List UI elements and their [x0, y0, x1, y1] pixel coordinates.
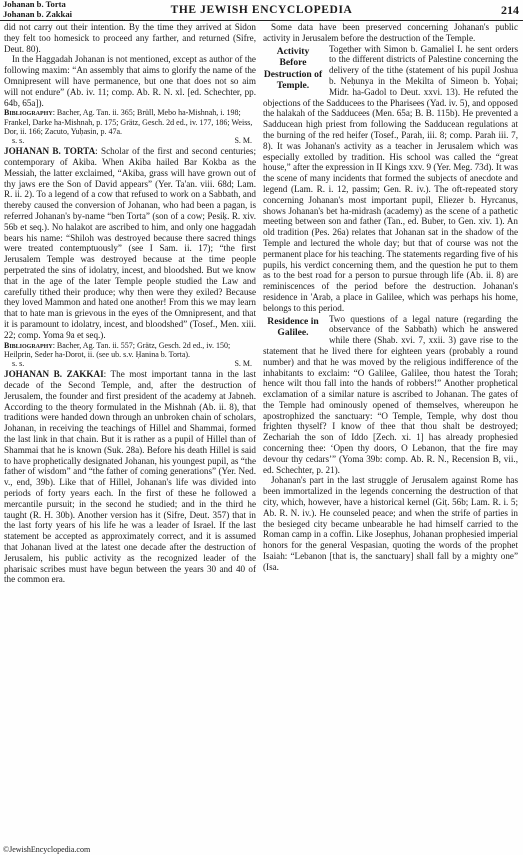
paragraph: did not carry out their intention. By the time they arrived at Sidon they felt too homesick to proceed any farther, and returned (Sifre, Deut. 80).	[4, 22, 256, 54]
signature-author: S. M.	[234, 136, 252, 146]
bibliography-text: : Bacher, Ag. Tan. ii. 557; Grätz, Gesch. 2d ed., iv. 150; Heilprin, Seder ha-Dorot, ii. (see ub. s.v. Ḥanina b. Torta).	[4, 340, 231, 359]
signature-code: s. s.	[12, 359, 25, 369]
bibliography	[4, 341, 256, 360]
article-text: : The most important tanna in the last decade of the Second Temple, and, after the destruction of Jerusalem, the founder and first president of the academy at Jabneh. According to the theory formulated in the Mishnah (Ab. ii. 8), that traditions were handed down through an unbroken chain of scholars, Johanan, in receiving the teachings of Hillel and Shammai, formed the last link in that chain. But it is rather as a pupil of Hillel than of Shammai that he is known (Suk. 28a). Before his death Hillel is said to have prophetically designated Johanan, his youngest pupil, as “the father of wisdom” and “the father of coming generations” (Yer. Ned. v., end, 39b). Like that of Hillel, Johanan's life was divided into periods of forty years each. In the first of these he followed a mercantile pursuit; in the second he studied; and in the third he taught (R. H. 30b). Another version has it (Sifre, Deut. 357) that in the last forty years of his life he was a leader of Israel. If the last statement be accepted as approximately correct, and it is assumed that Johanan lived at the latest one decade after the destruction of Jerusalem, his public activity as the recognized leader of the pharisaic scribes must have begun between the years 30 and 40 of the common era.	[4, 369, 256, 585]
paragraph: Some data have been preserved concerning Johanan's public activity in Jerusalem before the destruction of the Temple.	[263, 22, 518, 43]
sidenote-activity: Activity Before Destruction of Temple.	[263, 45, 323, 92]
article-johanan-b-zakkai	[4, 369, 256, 585]
page-number: 214	[501, 3, 519, 17]
paragraph: Two questions of a legal nature (regarding the observance of the Sabbath) which he answered while there (Shab. xvi. 7, xxii. 3) gave rise to the statement that he lived there for eighteen years (probably a round number) and that he was moved by the religious indifference of the inhabitants to exclaim: “O Galilee, Galilee, thou hatest the Torah; hence wilt thou fall into the hands of robbers!” Another prophetical exclamation of a similar nature is ascribed to Johanan. The gates of the Temple had ominously opened of themselves, whereupon he apostrophized the sanctuary: “O Temple, Temple, why dost thou frighten thyself? I know of thee that thou shalt be destroyed; Zechariah the son of Iddo [Zech. xi. 1] has already prophesied concerning thee: ‘Open thy doors, O Lebanon, that the fire may devour thy cedars’” (Yoma 39b: comp. Ab. R. N., Recension B, vii., ed. Schechter, p. 21).	[263, 313, 518, 475]
page-header	[0, 0, 523, 21]
article-johanan-b-torta	[4, 146, 256, 340]
article-title: JOHANAN B. ZAKKAI	[4, 369, 104, 380]
bibliography-text: : Bacher, Ag. Tan. ii. 365; Brüll, Mebo ha-Mishnah, i. 198; Frankel, Darke ha-Mishnah, p. 175; Grätz, Gesch. 2d ed., iv. 177, 186; Weiss, Dor, ii. 166; Zacuto, Yuḥasin, p. 47a.	[4, 108, 253, 136]
left-column	[4, 22, 256, 585]
article-text: : Scholar of the first and second centuries; contemporary of Akiba. When Akiba hailed Bar Kokba as the Messiah, the latter exclaimed, “Akiba, grass will have grown out of thy jaws ere the Son of David appears” (Yer. Ta'an. viii. 68d; Lam. R. ii. 2). To a legend of a cow that refused to work on a Sabbath, and thereby caused the conversion of Johanan, who had been a pagan, is referred Johanan's by-name “ben Torta” (son of a cow; Pesiḳ. R. xiv. 56b et seq.). No halakot are ascribed to him, and only one haggadah bears his name: “Shiloh was destroyed because there sacred things were treated contemptuously” (see I Sam. ii. 17); “the first Jerusalem Temple was destroyed because at the time people perpetrated the sins of idolatry, incest, and bloodshed. But we know that in the age of the later Temple people studied the Law and carefully tithed their produce; why then were they exiled? Because they loved Mammon and hated one another! From this we may learn that to hate man is grievous in the eyes of the Omnipresent, and that it is paramount to idolatry, incest, and bloodshed” (Tosef., Men. xiii. 22; comp. Yoma 9a et seq.).	[4, 146, 256, 340]
paragraph: In the Haggadah Johanan is not mentioned, except as author of the following maxim: “An assembly that aims to glorify the name of the Omnipresent will have permanence, but one that does not so aim will not endure” (Ab. iv. 11; comp. Ab. R. N. xl. [ed. Schechter, pp. 64b, 65a]).	[4, 54, 256, 108]
running-head-line-1: Johanan b. Torta	[3, 0, 66, 9]
signature-line	[4, 136, 256, 146]
bibliography-label: Bibliography	[4, 340, 53, 350]
signature-author: S. M.	[234, 359, 252, 369]
bibliography	[4, 108, 256, 136]
running-head-line-2: Johanan b. Zakkai	[3, 8, 73, 19]
publication-title: THE JEWISH ENCYCLOPEDIA	[170, 4, 353, 16]
signature-code: s. s.	[12, 136, 25, 146]
copyright-footer: ©JewishEncyclopedia.com	[3, 845, 91, 854]
signature-line	[4, 359, 256, 369]
bibliography-label: Bibliography	[4, 108, 53, 118]
paragraph: Johanan's part in the last struggle of Jerusalem against Rome has been immortalized in the legends concerning the destruction of that city, which, however, have a historical kernel (Giṭ. 56b; Lam. R. i. 5; Ab. R. N. iv.). He counseled peace; and when the strife of parties in the besieged city became unbearable he had himself carried to the Roman camp in a coffin. Like Josephus, Johanan prophesied imperial honors for the general Vespasian, quoting the words of the prophet Isaiah: “Lebanon [that is, the sanctuary] shall fall by a mighty one” (Isa.	[263, 475, 518, 572]
paragraph: Together with Simon b. Gamaliel I. he sent orders to the different districts of Palestine concerning the delivery of the tithe (statement of his pupil Joshua b. Neḥunya in the Mekilta of Simeon b. Yoḥai; Midr. ha-Gadol to Deut. xxvi. 13). He refuted the objections of the Sadducees to the Pharisees (Yad. iv. 5), and opposed the halakah of the Sadducees (Men. 65a; B. B. 115b). He prevented a Sadducean high priest from following the Sadducean regulations at the burning of the red heifer (Tosef., Parah, iii. 8; comp. Parah iii. 7, 8). It was Johanan's activity as a teacher in Jerusalem which was especially extolled by tradition. His school was called the “great house,” after the expression in II Kings xxv. 9 (Yer. Meg. 73d). It was the scene of many incidents that formed the subjects of anecdote and legend (Lam. R. i. 12, passim; Gen. R. iv.). The oft-repeated story concerning Johanan's most important pupil, Eliezer b. Hyrcanus, shows Johanan's bet ha-midrash (academy) as the scene of a pathetic meeting between son and father (Tan., ed. Buber, to Gen. xiv. 1). An old tradition (Pes. 26a) relates that Johanan sat in the shadow of the Temple and lectured the whole day; but that of course was not the permanent place for his teaching. The statements regarding five of his pupils, his verdict concerning them, and the question he put to them as to the best road for a person to pursue through life (Ab. ii. 8) are reminiscences of the period before the destruction. Johanan's residence in 'Arab, a place in Galilee, which was perhaps his home, belongs to this period.	[263, 43, 518, 313]
right-column	[263, 22, 518, 573]
sidenote-residence: Residence in Galilee.	[267, 315, 319, 339]
article-title: JOHANAN B. TORTA	[4, 146, 96, 157]
